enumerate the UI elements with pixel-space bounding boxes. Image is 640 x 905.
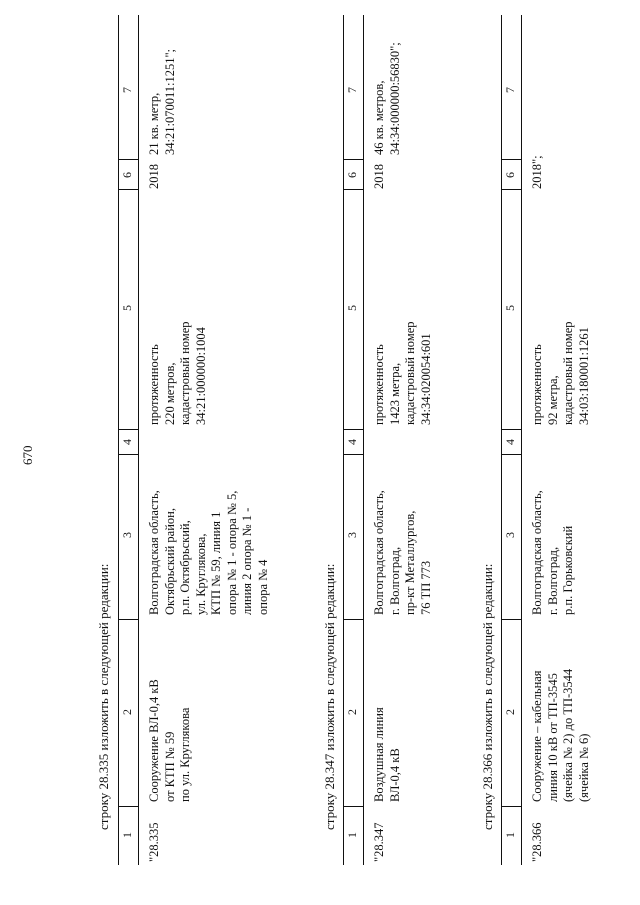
table-divider [343,619,363,620]
column-number: 5 [503,305,517,311]
column-number: 5 [345,305,359,311]
column-number: 5 [120,305,134,311]
object-address: Волгоградская область, г. Волгоград, пр-кт Металлургов, 76 ТП 773 [372,490,433,615]
row-number: "28.347 [372,822,386,862]
table-rule [118,15,119,865]
object-characteristics: протяженность 92 метра, кадастровый номер 34:03:180001:1261 [530,321,591,425]
column-number: 6 [503,172,517,178]
column-number: 4 [120,439,134,445]
row-number: "28.366 [530,822,544,862]
column-number: 2 [345,709,359,715]
table-divider [118,806,138,807]
section-intro: строку 28.347 изложить в следующей редакции: [322,563,337,830]
land-plot: 46 кв. метров, 34:34:000000:56830"; [372,42,402,155]
column-number: 4 [503,439,517,445]
page-number: 670 [20,445,35,465]
object-address: Волгоградская область, Октябрьский район, р.п. Октябрьский, ул. Круглякова, КТП № 59, линия 1 опора № 1 - опора № 5, линия 2 опора № 1 - опора № 4 [147,490,270,615]
column-number: 1 [120,832,134,838]
column-number: 6 [345,172,359,178]
section-intro: строку 28.335 изложить в следующей редакции: [96,563,111,830]
object-characteristics: протяженность 1423 метра, кадастровый номер 34:34:020054:601 [372,321,433,425]
column-number: 2 [503,709,517,715]
column-number: 2 [120,709,134,715]
column-number: 1 [345,832,359,838]
table-rule [521,15,522,865]
table-rule [138,15,139,865]
table-rule [343,15,344,865]
column-number: 3 [345,532,359,538]
year: 2018 [372,164,386,189]
column-number: 7 [503,87,517,93]
object-name: Воздушная линия ВЛ-0,4 кВ [372,707,402,802]
row-number: "28.335 [147,822,161,862]
land-plot: 21 кв. метр, 34:21:070011:1251"; [147,48,177,155]
table-divider [501,619,521,620]
table-rule [501,15,502,865]
table-divider [501,806,521,807]
table-divider [118,619,138,620]
column-number: 7 [345,87,359,93]
year: 2018"; [530,155,544,189]
column-number: 3 [120,532,134,538]
table-divider [343,806,363,807]
object-address: Волгоградская область, г. Волгоград, р.п. Горьковский [530,490,575,615]
object-name: Сооружение ВЛ-0,4 кВ от КТП № 59 по ул. Круглякова [147,679,192,802]
table-rule [363,15,364,865]
column-number: 1 [503,832,517,838]
column-number: 6 [120,172,134,178]
object-characteristics: протяженность 220 метров, кадастровый номер 34:21:000000:1004 [147,321,208,425]
year: 2018 [147,164,161,189]
column-number: 4 [345,439,359,445]
object-name: Сооружение – кабельная линия 10 кВ от ТП-3545 (ячейка № 2) до ТП-3544 (ячейка № 6) [530,668,591,802]
column-number: 3 [503,532,517,538]
section-intro: строку 28.366 изложить в следующей редакции: [480,563,495,830]
column-number: 7 [120,87,134,93]
